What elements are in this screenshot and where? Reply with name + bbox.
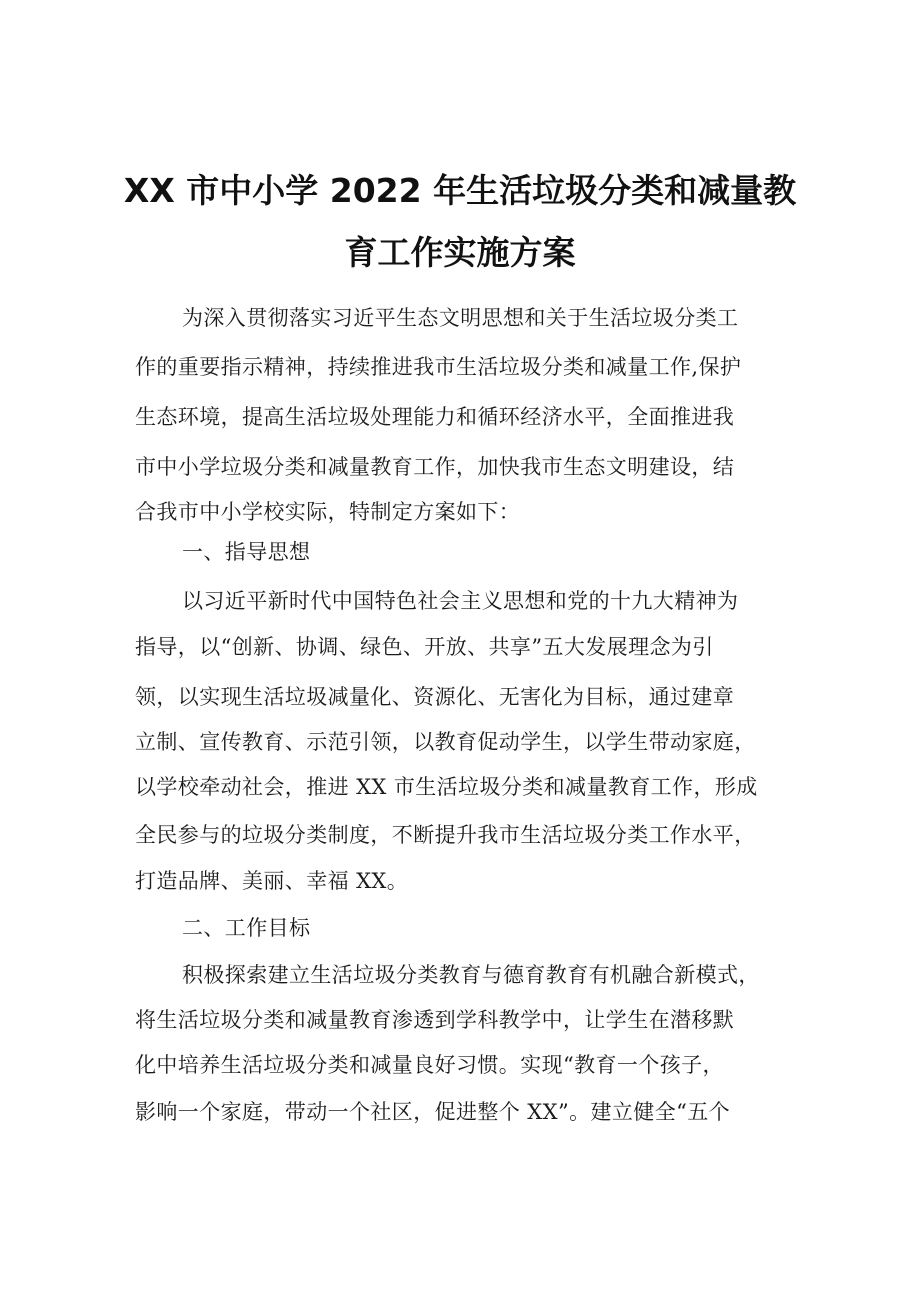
intro-line: 合我市中小学校实际，特制定方案如下： xyxy=(135,500,521,524)
section2-line: 将生活垃圾分类和减量教育渗透到学科教学中，让学生在潜移默 xyxy=(135,1008,735,1032)
section2-line: 积极探索建立生活垃圾分类教育与德育教育有机融合新模式， xyxy=(182,963,760,987)
intro-line: 为深入贯彻落实习近平生态文明思想和关于生活垃圾分类工 xyxy=(182,306,739,330)
intro-line: 生态环境，提高生活垃圾处理能力和循环经济水平，全面推进我 xyxy=(135,405,735,429)
section1-line: 全民参与的垃圾分类制度，不断提升我市生活垃圾分类工作水平， xyxy=(135,823,756,847)
section1-line: 以学校牵动社会，推进 XX 市生活垃圾分类和减量教育工作，形成 xyxy=(135,775,758,799)
section2-line: 化中培养生活垃圾分类和减量良好习惯。实现“教育一个孩子， xyxy=(135,1053,724,1077)
intro-line: 市中小学垃圾分类和减量教育工作，加快我市生态文明建设，结 xyxy=(135,455,735,479)
section-heading-guiding-ideology: 一、指导思想 xyxy=(182,540,311,564)
section1-line: 以习近平新时代中国特色社会主义思想和党的十九大精神为 xyxy=(182,589,739,613)
document-title-line-1: XX 市中小学 2022 年生活垃圾分类和减量教 xyxy=(123,171,797,210)
intro-line: 作的重要指示精神，持续推进我市生活垃圾分类和减量工作,保护 xyxy=(135,355,742,379)
section-heading-work-goals: 二、工作目标 xyxy=(182,916,311,940)
section1-line: 立制、宣传教育、示范引领，以教育促动学生，以学生带动家庭， xyxy=(135,730,756,754)
section1-line: 领，以实现生活垃圾减量化、资源化、无害化为目标，通过建章 xyxy=(135,685,735,709)
section1-line: 打造品牌、美丽、幸福 XX。 xyxy=(135,869,409,893)
document-title-line-2: 育工作实施方案 xyxy=(344,233,576,272)
section1-line: 指导，以“创新、协调、绿色、开放、共享”五大发展理念为引 xyxy=(135,635,714,659)
section2-line: 影响一个家庭，带动一个社区，促进整个 XX”。建立健全“五个 xyxy=(135,1100,731,1124)
